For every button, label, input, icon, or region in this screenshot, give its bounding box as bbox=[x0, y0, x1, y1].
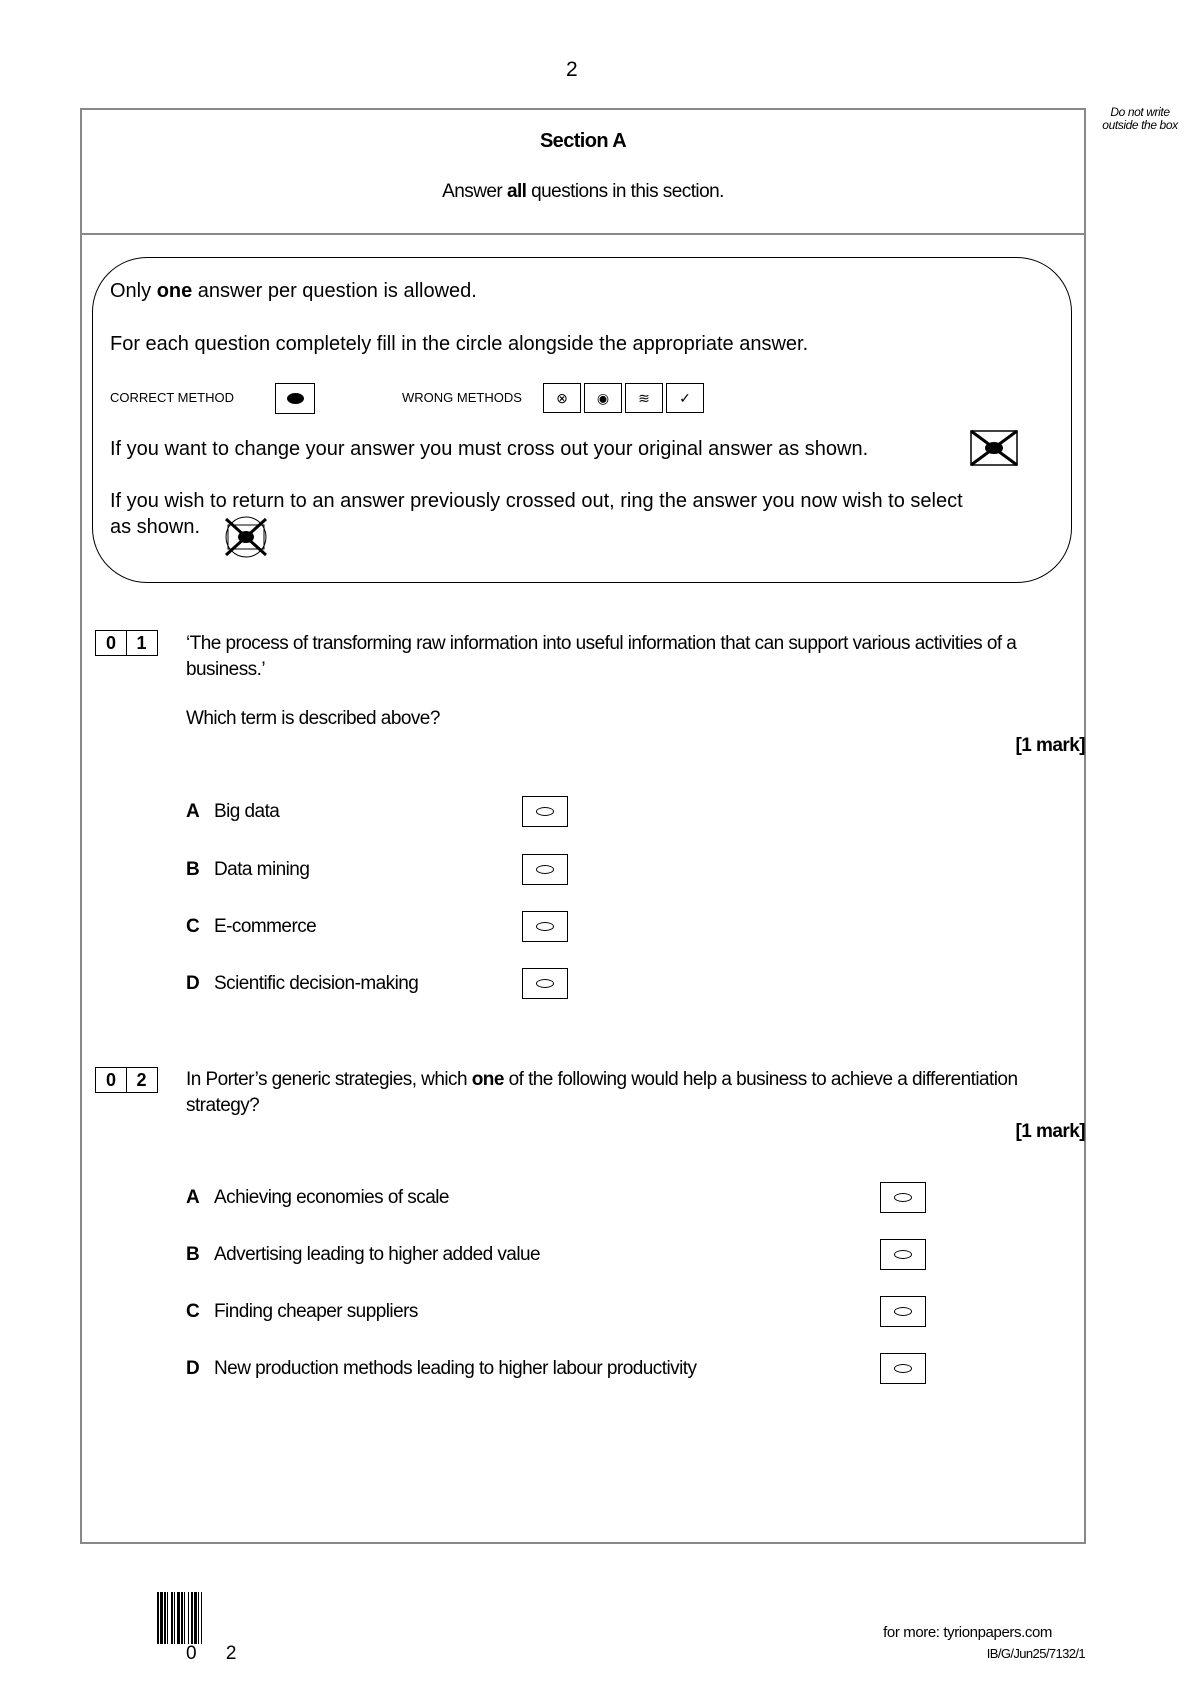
text: Only bbox=[110, 280, 157, 302]
text: In Porter’s generic strategies, which bbox=[186, 1069, 472, 1090]
digit: 1 bbox=[126, 630, 158, 656]
answer-circle-icon bbox=[536, 979, 554, 988]
footer-website: for more: tyrionpapers.com bbox=[883, 1624, 1052, 1641]
text-bold: one bbox=[156, 280, 193, 302]
q1-prompt: Which term is described above? bbox=[186, 708, 440, 729]
q2-option-a-letter: A bbox=[186, 1187, 200, 1208]
q1-marks: [1 mark] bbox=[1015, 735, 1085, 756]
section-instruction bbox=[80, 181, 1086, 203]
q2-option-a-answer-box[interactable] bbox=[880, 1182, 926, 1213]
page-number: 2 bbox=[566, 58, 578, 81]
q2-option-b-text: Advertising leading to higher added value bbox=[214, 1244, 541, 1265]
q1-option-c-letter: C bbox=[186, 916, 200, 937]
q2-option-a-text: Achieving economies of scale bbox=[214, 1187, 449, 1208]
question-number-02 bbox=[95, 1067, 156, 1093]
answer-circle-icon bbox=[894, 1193, 912, 1202]
barcode bbox=[157, 1592, 269, 1644]
barcode-gap bbox=[202, 1592, 205, 1644]
q1-option-b-answer-box[interactable] bbox=[522, 854, 568, 885]
q1-option-b-text: Data mining bbox=[214, 859, 310, 880]
text: questions in this section. bbox=[526, 181, 724, 202]
q1-option-a-answer-box[interactable] bbox=[522, 796, 568, 827]
wrong-methods-examples bbox=[543, 383, 704, 413]
text: Answer bbox=[442, 181, 507, 202]
text: of the following would help a business to achieve a differentiation bbox=[503, 1069, 1018, 1090]
text-bold: one bbox=[471, 1069, 504, 1090]
correct-method-label: CORRECT METHOD bbox=[110, 390, 234, 405]
instruction-line-2: For each question completely fill in the circle alongside the appropriate answer. bbox=[110, 333, 809, 355]
q1-option-c-text: E-commerce bbox=[214, 916, 317, 937]
wrong-cross-icon: ⊗ bbox=[543, 383, 581, 413]
wrong-methods-label: WRONG METHODS bbox=[402, 390, 522, 405]
digit: 2 bbox=[126, 1067, 158, 1093]
correct-method-filled-icon bbox=[275, 383, 315, 414]
q2-option-d-answer-box[interactable] bbox=[880, 1353, 926, 1384]
q2-option-b-letter: B bbox=[186, 1244, 200, 1265]
ringed-answer-icon bbox=[220, 515, 272, 559]
header-divider bbox=[80, 233, 1086, 235]
digit: 0 bbox=[95, 630, 127, 656]
text: answer per question is allowed. bbox=[192, 280, 477, 302]
q1-option-d-text: Scientific decision-making bbox=[214, 973, 419, 994]
answer-circle-icon bbox=[894, 1250, 912, 1259]
answer-circle-icon bbox=[536, 922, 554, 931]
q1-text-line-2: business.’ bbox=[186, 659, 265, 680]
q2-text-line-2: strategy? bbox=[186, 1095, 260, 1116]
digit: 0 bbox=[95, 1067, 127, 1093]
q1-option-b-letter: B bbox=[186, 859, 200, 880]
q2-option-c-letter: C bbox=[186, 1301, 200, 1322]
wrong-tick-icon: ✓ bbox=[666, 383, 704, 413]
answer-circle-icon bbox=[536, 865, 554, 874]
q1-option-d-answer-box[interactable] bbox=[522, 968, 568, 999]
q2-option-b-answer-box[interactable] bbox=[880, 1239, 926, 1270]
instruction-line-4: If you wish to return to an answer previously crossed out, ring the answer you now wish to select bbox=[110, 490, 963, 512]
wrong-dot-icon: ◉ bbox=[584, 383, 622, 413]
wrong-scribble-icon: ≋ bbox=[625, 383, 663, 413]
question-number-01 bbox=[95, 630, 156, 656]
instruction-line-1 bbox=[110, 280, 477, 303]
q1-option-c-answer-box[interactable] bbox=[522, 911, 568, 942]
q2-marks: [1 mark] bbox=[1015, 1121, 1085, 1142]
q2-option-c-answer-box[interactable] bbox=[880, 1296, 926, 1327]
section-title: Section A bbox=[539, 130, 627, 152]
footer-paper-code: IB/G/Jun25/7132/1 bbox=[986, 1646, 1085, 1661]
margin-note: Do not write outside the box bbox=[1102, 105, 1178, 132]
q2-text-line-1 bbox=[186, 1069, 1017, 1091]
answer-circle-icon bbox=[894, 1307, 912, 1316]
q1-option-a-text: Big data bbox=[214, 801, 280, 822]
q1-text-line-1: ‘The process of transforming raw information into useful information that can support various activities of a bbox=[186, 633, 1017, 654]
q2-option-c-text: Finding cheaper suppliers bbox=[214, 1301, 418, 1322]
q2-option-d-letter: D bbox=[186, 1358, 200, 1379]
instruction-line-5: as shown. bbox=[110, 516, 201, 538]
q2-option-d-text: New production methods leading to higher labour productivity bbox=[214, 1358, 697, 1379]
barcode-number: 0 2 bbox=[186, 1643, 249, 1664]
crossed-out-answer-icon bbox=[968, 428, 1020, 468]
q1-option-a-letter: A bbox=[186, 801, 200, 822]
q1-option-d-letter: D bbox=[186, 973, 200, 994]
text-bold: all bbox=[506, 181, 527, 202]
answer-circle-icon bbox=[536, 807, 554, 816]
instruction-line-3: If you want to change your answer you must cross out your original answer as shown. bbox=[110, 438, 869, 460]
answer-circle-icon bbox=[894, 1364, 912, 1373]
